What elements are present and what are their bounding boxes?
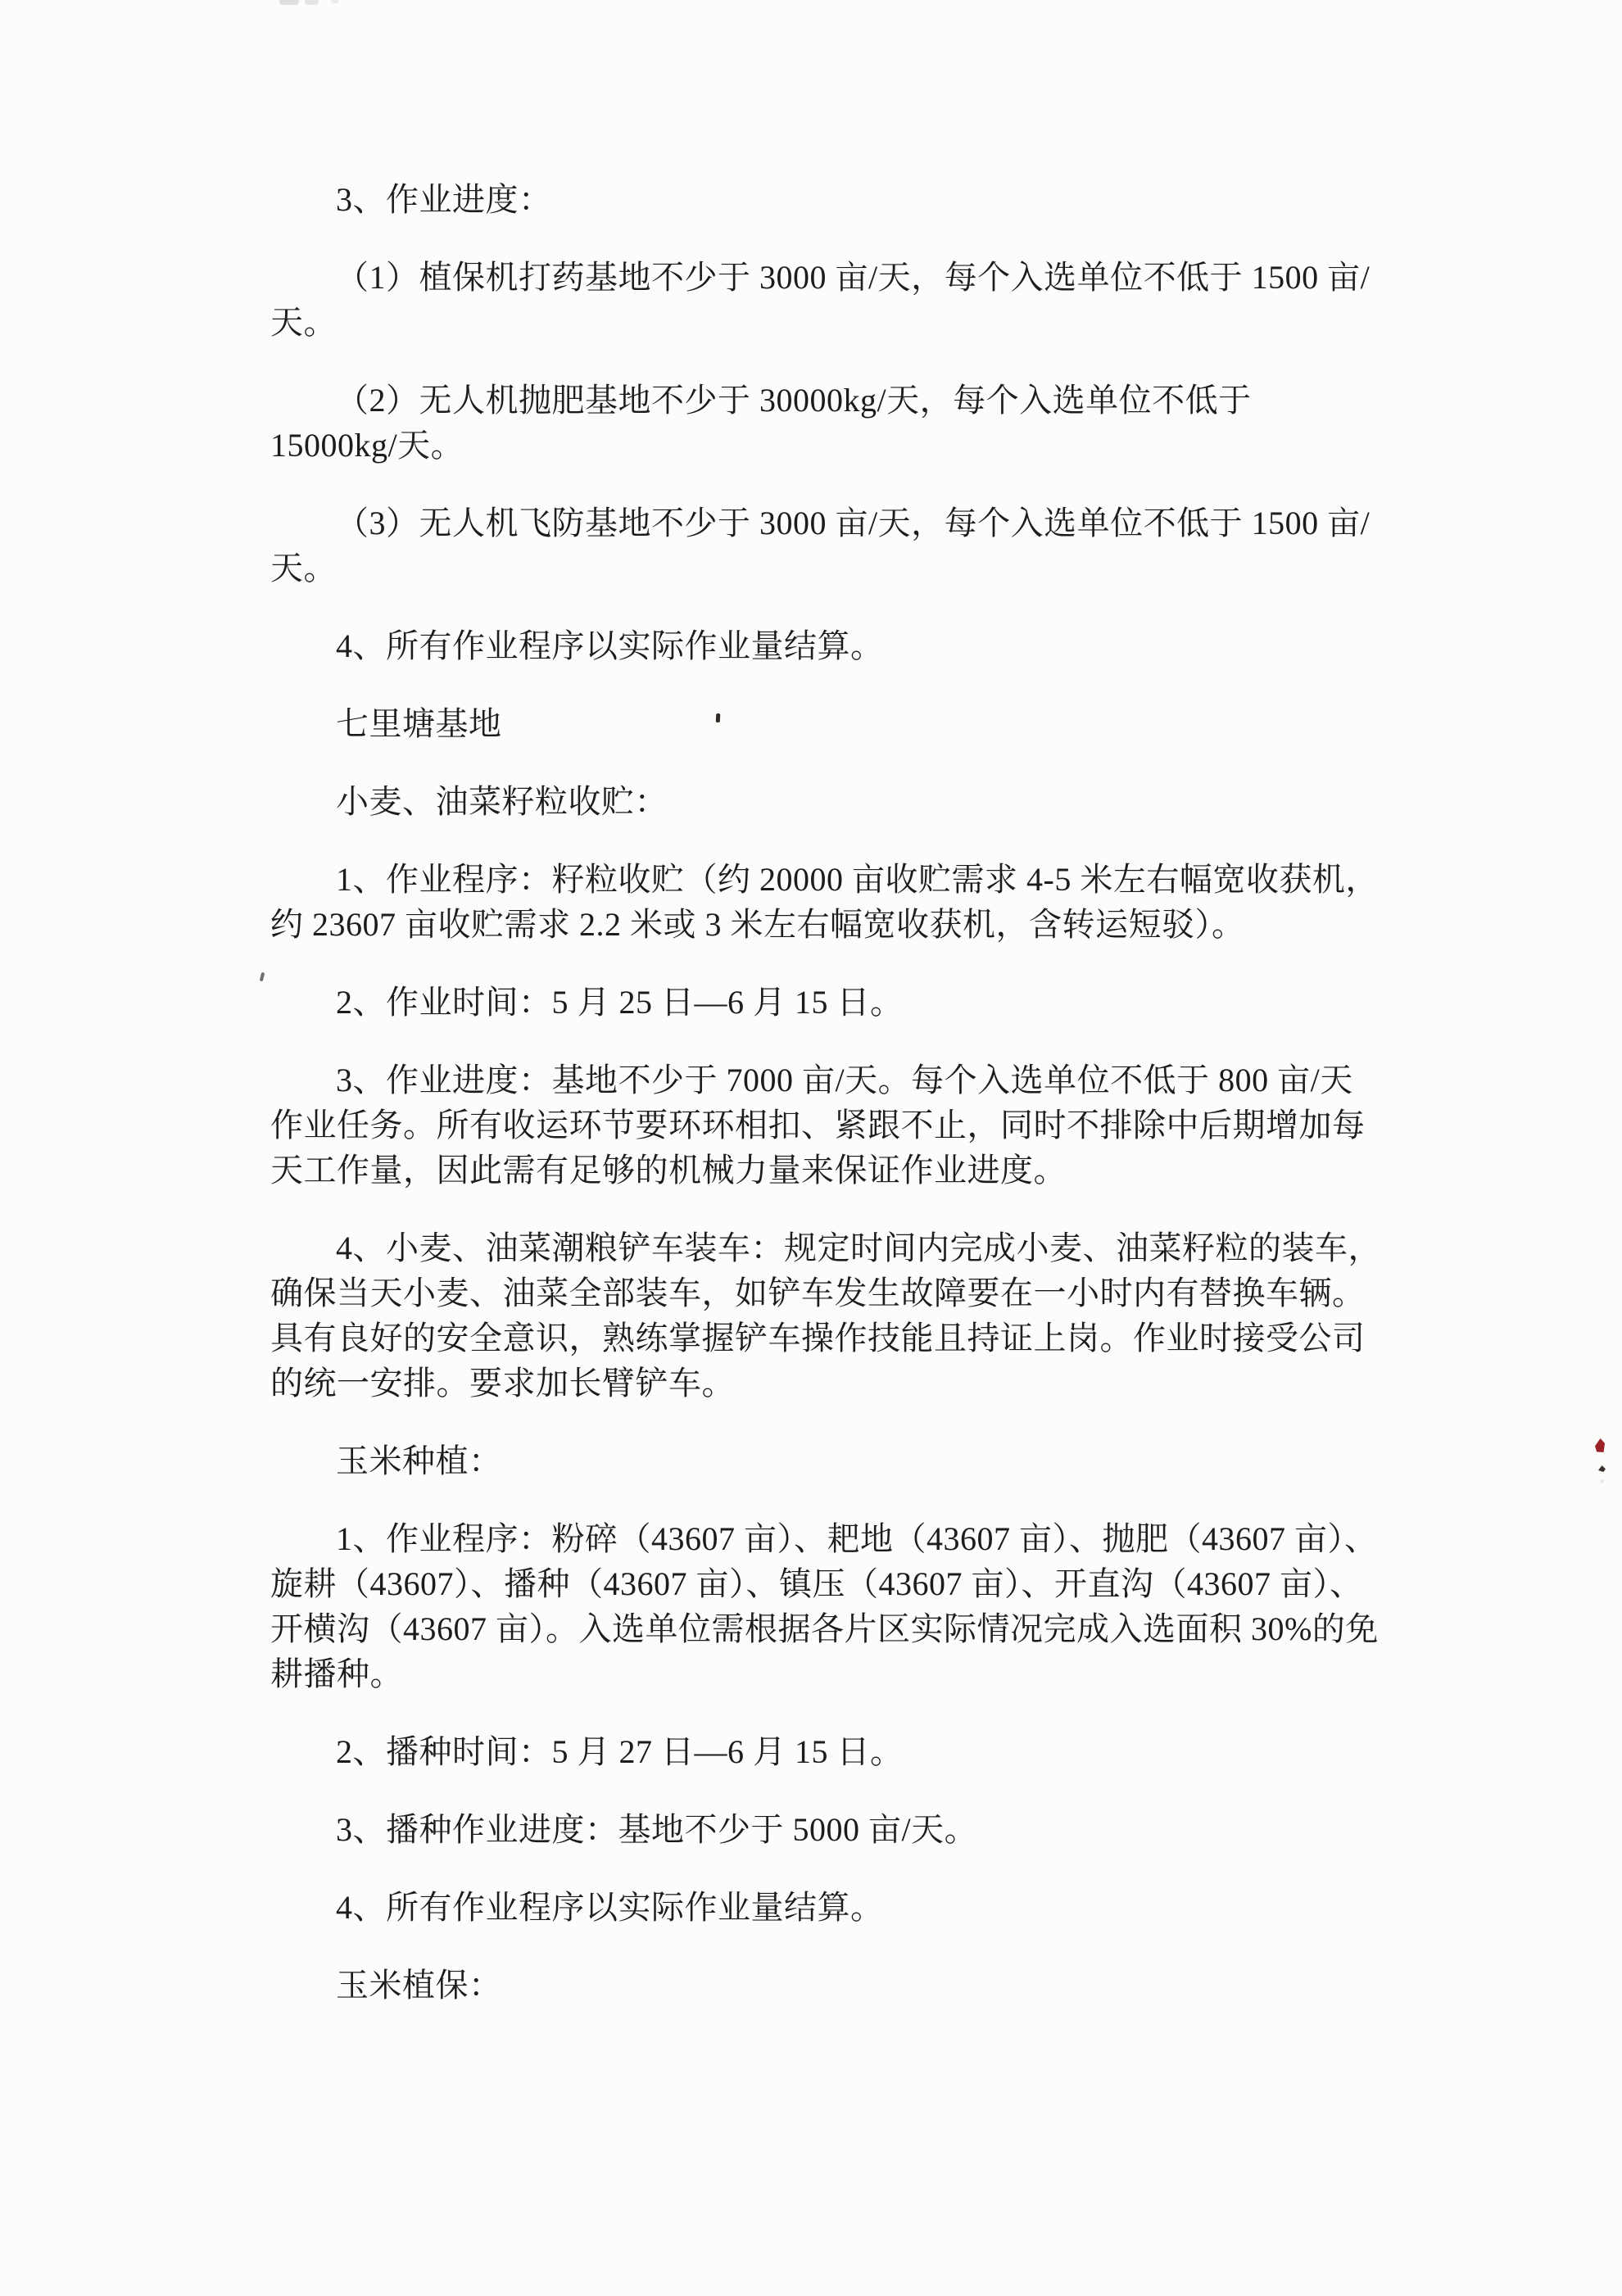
text-line: （1）植保机打药基地不少于 3000 亩/天，每个入选单位不低于 1500 亩/ <box>336 259 1371 296</box>
text-line: 作业任务。所有收运环节要环环相扣、紧跟不止，同时不排除中后期增加每 <box>270 1107 1366 1143</box>
text-line: 的统一安排。要求加长臂铲车。 <box>270 1365 735 1402</box>
text-line: 天。 <box>270 304 337 341</box>
scan-edge-remnant <box>331 0 338 3</box>
ink-tick-speck <box>260 972 265 982</box>
scan-edge-remnant <box>305 0 319 5</box>
text-line: 3、作业进度： <box>336 181 552 218</box>
ink-dot-speck <box>716 713 721 722</box>
text-line: （2）无人机抛肥基地不少于 30000kg/天，每个入选单位不低于 <box>336 382 1252 419</box>
text-line: （3）无人机飞防基地不少于 3000 亩/天，每个入选单位不低于 1500 亩/ <box>336 505 1371 541</box>
text-line: 旋耕（43607）、播种（43607 亩）、镇压（43607 亩）、开直沟（43607 亩）、 <box>270 1565 1363 1602</box>
text-line: 3、作业进度：基地不少于 7000 亩/天。每个入选单位不低于 800 亩/天 <box>336 1062 1353 1098</box>
text-line: 具有良好的安全意识，熟练掌握铲车操作技能且持证上岗。作业时接受公司 <box>270 1320 1366 1356</box>
scan-edge-remnant <box>279 0 299 5</box>
text-line: 开横沟（43607 亩）。入选单位需根据各片区实际情况完成入选面积 30%的免 <box>270 1610 1379 1647</box>
text-line: 4、所有作业程序以实际作业量结算。 <box>336 1889 884 1926</box>
text-line: 耕播种。 <box>270 1655 403 1692</box>
section-heading: 小麦、油菜籽粒收贮： <box>336 783 668 820</box>
text-line: 确保当天小麦、油菜全部装车，如铲车发生故障要在一小时内有替换车辆。 <box>270 1275 1366 1311</box>
red-ink-speck <box>1595 1438 1605 1452</box>
text-line: 4、所有作业程序以实际作业量结算。 <box>336 627 884 664</box>
text-line: 约 23607 亩收贮需求 2.2 米或 3 米左右幅宽收获机，含转运短驳）。 <box>270 906 1245 943</box>
text-line: 天。 <box>270 550 337 586</box>
text-line: 3、播种作业进度：基地不少于 5000 亩/天。 <box>336 1811 978 1848</box>
text-line: 15000kg/天。 <box>270 427 464 464</box>
text-line: 1、作业程序：粉碎（43607 亩）、耙地（43607 亩）、抛肥（43607 亩）、 <box>336 1520 1378 1557</box>
text-line: 2、作业时间：5 月 25 日—6 月 15 日。 <box>336 984 904 1021</box>
text-line: 1、作业程序：籽粒收贮（约 20000 亩收贮需求 4-5 米左右幅宽收获机， <box>336 861 1379 898</box>
faint-dot-speck <box>1600 1479 1604 1483</box>
dark-ink-speck <box>1598 1465 1606 1472</box>
section-heading: 玉米植保： <box>336 1967 502 2004</box>
section-heading: 七里塘基地 <box>336 705 502 742</box>
section-heading: 玉米种植： <box>336 1442 502 1479</box>
text-line: 天工作量，因此需有足够的机械力量来保证作业进度。 <box>270 1152 1067 1189</box>
text-line: 2、播种时间：5 月 27 日—6 月 15 日。 <box>336 1733 904 1770</box>
document-text-block <box>270 144 1483 2008</box>
text-line: 4、小麦、油菜潮粮铲车装车：规定时间内完成小麦、油菜籽粒的装车， <box>336 1230 1381 1266</box>
